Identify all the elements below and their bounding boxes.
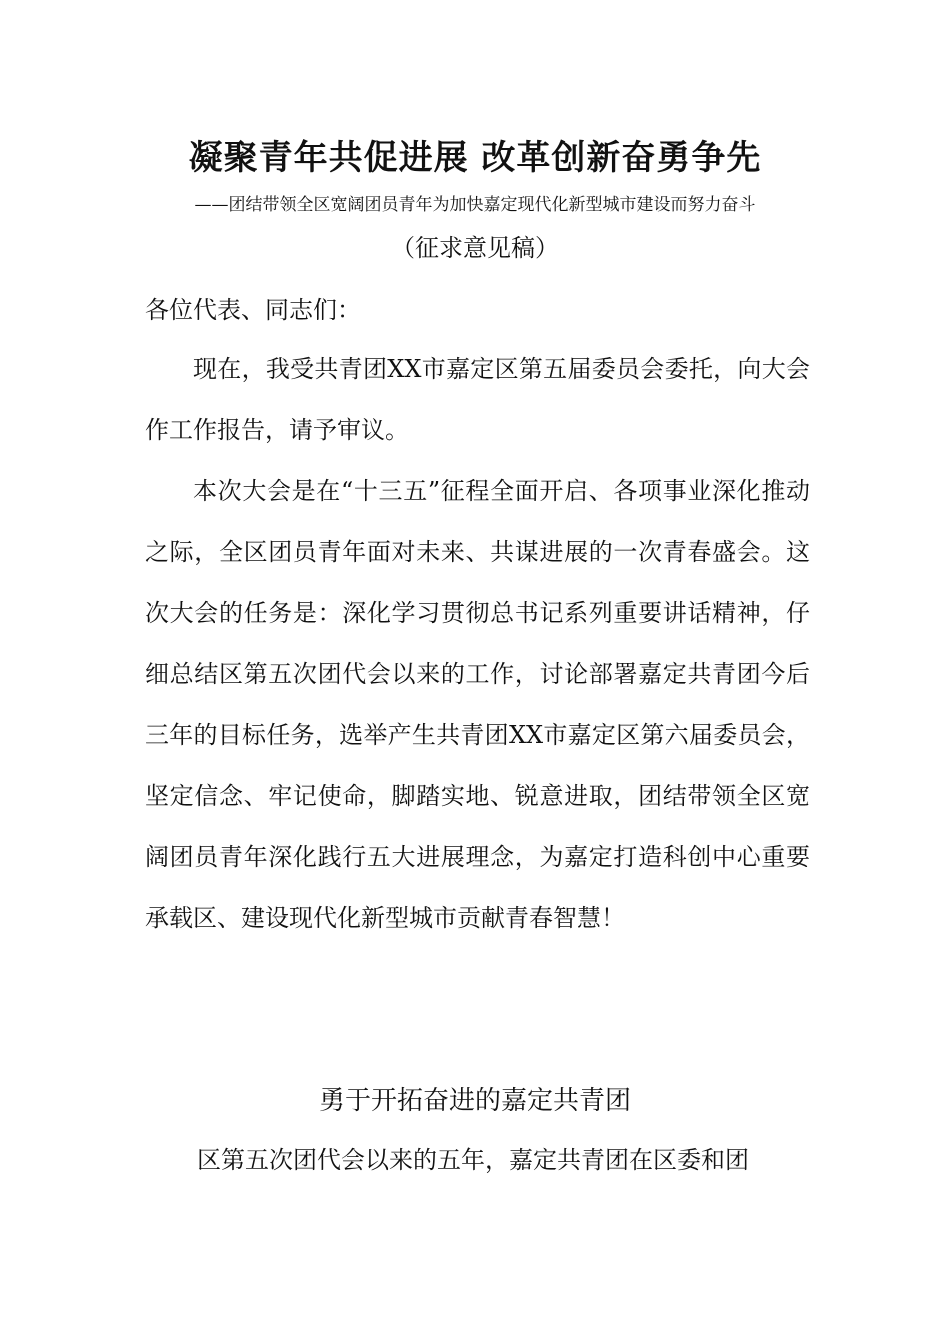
- paragraph-opening: 现在，我受共青团XX市嘉定区第五届委员会委托，向大会作工作报告，请予审议。: [145, 355, 810, 444]
- section-heading: 勇于开拓奋进的嘉定共青团: [318, 1086, 631, 1116]
- salutation: 各位代表、同志们：: [145, 296, 361, 324]
- draft-note: （征求意见稿）: [391, 234, 559, 262]
- section-paragraph: 区第五次团代会以来的五年，嘉定共青团在区委和团: [197, 1146, 749, 1174]
- document-title: 凝聚青年共促进展 改革创新奋勇争先: [188, 138, 762, 178]
- paragraph-meeting-purpose: 本次大会是在“十三五”征程全面开启、各项事业深化推动之际，全区团员青年面对未来、共谋进展的一次青春盛会。这次大会的任务是：深化学习贯彻总书记系列重要讲话精神，仔细总结区第五次团代会以来的工作，讨论部署嘉定共青团今后三年的目标任务，选举产生共青团XX市嘉定区第六届委员会，坚定信念、牢记使命，脚踏实地、锐意进取，团结带领全区宽阔团员青年深化践行五大进展理念，为嘉定打造科创中心重要承载区、建设现代化新型城市贡献青春智慧！: [145, 477, 810, 932]
- document-subtitle: ——团结带领全区宽阔团员青年为加快嘉定现代化新型城市建设而努力奋斗: [194, 195, 756, 215]
